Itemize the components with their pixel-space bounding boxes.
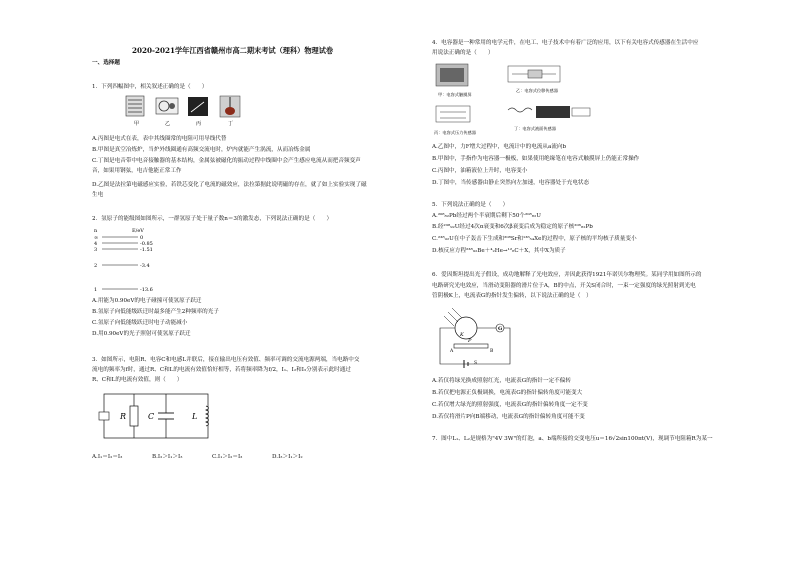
- label-s: S: [474, 361, 478, 366]
- svg-text:4: 4: [94, 241, 98, 247]
- q3-option-d: D.I₃＞I₁＞I₂: [272, 454, 303, 460]
- q3-stem-line2: 流电的频率为f时，通过R、C和L的电流有效值恰好相等，若将频率降为f/2，I₁、I₂和I₃分别表示此时通过: [92, 367, 351, 373]
- fig-label-bing: 丙: [196, 121, 202, 127]
- q5-option-d: D.核反应方程²³⁸₉₂Be＋⁴₂He→¹²₆C＋X，其中X为质子: [432, 248, 566, 254]
- label-b: B: [490, 349, 494, 354]
- phototube-symbol: [455, 317, 477, 339]
- touchscreen-figure: [436, 64, 468, 86]
- svg-text:-3.4: -3.4: [140, 263, 150, 269]
- q6-option-c: C.若仅增大绿光的照射强度，电流表G的指针偏转角度一定不变: [432, 402, 588, 408]
- q6-option-b: B.若仅把电源正负极调换，电流表G的指针偏转角度可能变大: [432, 390, 583, 396]
- caption-pressure: 丙：电容式压力传感器: [434, 130, 476, 135]
- displacement-sensor-figure: [508, 66, 560, 82]
- q1-option-d-line1: D.乙图是法拉第电磁感应实验，若铁芯变化了电流的磁效应，法拉第据此说明磁的存在，就了如上实验实现了磁: [92, 182, 367, 188]
- capacitor-symbol: [158, 413, 174, 419]
- q6-option-d: D.若仅将滑片P向B端移动，电流表G的指针偏转角度可能不变: [432, 414, 585, 420]
- caption-displacement: 乙：电容式位移传感器: [516, 88, 558, 93]
- svg-text:∞: ∞: [94, 235, 99, 241]
- q3-stem-line3: R、C和L的电流有效值，则（ ）: [92, 377, 183, 383]
- q5-stem: 5．下列说法正确的是（ ）: [432, 202, 509, 208]
- q1-stem: 1．下列四幅图中，相关叙述正确的是（ ）: [92, 84, 208, 90]
- q4-option-d: D.丁图中，当传感器由静止突然向左加速，电容器处于充电状态: [432, 180, 590, 186]
- svg-text:3: 3: [94, 247, 98, 253]
- svg-text:-1.51: -1.51: [140, 247, 153, 253]
- q6-stem-line1: 6．爱因斯坦提出光子假设，成功地解释了光电效应，并因此获得1921年诺贝尔物理奖。某同学用如图所示的: [432, 272, 702, 278]
- exam-title: 2020-2021学年江西省赣州市高二期末考试（理科）物理试卷: [132, 46, 334, 55]
- q4-stem-line1: 4．电容器是一种常用的电学元件，在电工、电子技术中有着广泛的应用，以下有关电容式传感器在生活中应: [432, 40, 699, 46]
- section-heading: 一、选择题: [92, 60, 120, 66]
- q4-sensor-figures: [432, 60, 602, 138]
- q2-option-a: A.用能为0.90eV的电子碰撞可使氢原子跃迁: [92, 298, 202, 304]
- q1-option-c-line1: C.丁图是电音带中电音接触器的基本结构，金属弦被磁化的振动过程中线圈中会产生感应电流从而把音频变声: [92, 158, 361, 164]
- q4-stem-line2: 用说法正确的是（ ）: [432, 50, 494, 56]
- caption-touchscreen: 甲：电容式触摸屏: [438, 92, 472, 97]
- resistor-symbol: [130, 406, 138, 426]
- q1-option-d-line2: 生电: [92, 192, 104, 198]
- photoelectric-circuit: [434, 302, 514, 372]
- svg-text:0: 0: [140, 235, 144, 241]
- q2-stem: 2．氢原子的能级图如图所示，一群氢原子处于量子数n＝3的激发态，下列说法正确的是（ ）: [92, 216, 333, 222]
- energy-level-diagram: [92, 226, 172, 294]
- label-l: L: [192, 412, 198, 421]
- meter-figure: [188, 97, 208, 116]
- q4-option-b: B.甲图中，手指作为电容器一极板，如果使用绝缘笔在电容式触摸屏上仍能正常操作: [432, 156, 640, 162]
- furnace-figure: [126, 96, 144, 116]
- q2-option-b: B.氢原子向低能级跃迁时最多能产生2种频率的光子: [92, 309, 219, 315]
- q5-option-b: B.经²³⁸₉₂U经过4次α衰变和6次β衰变后成为稳定的原子核²⁰⁶₈₂Pb: [432, 224, 593, 230]
- q2-option-c: C.氢原子向低能级跃迁时电子动能减小: [92, 320, 188, 326]
- label-c: C: [148, 412, 155, 421]
- label-k: K: [460, 332, 464, 338]
- induction-figure: [156, 98, 178, 114]
- n-header: n: [94, 228, 98, 234]
- svg-text:1: 1: [94, 287, 98, 293]
- label-g: G: [498, 326, 503, 332]
- q3-option-c: C.I₁＞I₂＝I₃: [212, 454, 243, 460]
- caption-level: 丁：电容式液面传感器: [514, 126, 556, 131]
- q5-option-a: A.²⁰⁸₈₂Pb经过两个半衰期后剩下50个²⁰⁸₈₂U: [432, 213, 541, 219]
- level-2: [94, 263, 150, 269]
- pressure-sensor-figure: [436, 106, 470, 122]
- q6-stem-line3: 管阴极K上，电流表G的指针发生偏转，以下说法正确的是（ ）: [432, 293, 592, 299]
- fig-label-ding: 丁: [228, 121, 234, 127]
- q3-option-a: A.I₁＝I₂＝I₃: [92, 454, 123, 460]
- q3-option-b: B.I₂＞I₁＞I₃: [152, 454, 183, 460]
- svg-text:-0.85: -0.85: [140, 241, 153, 247]
- inductor-symbol: [206, 406, 209, 426]
- q6-option-a: A.若仅将绿光换成照射红光，电流表G的指针一定不偏转: [432, 378, 571, 384]
- level-3: [94, 247, 153, 253]
- q3-stem-line1: 3．如图所示，电阻R、电容C和电感L并联后，接在输出电压有效值、频率可调的交流电源两端，当电路中交: [92, 357, 360, 363]
- q7-stem-line1: 7．图中L₁、L₂是规格为"4V 3W"的灯泡，a、b端所接的交变电压u＝16√2sin100πt(V)，现调节电阻箱R为某一: [432, 436, 713, 442]
- q4-option-a: A.乙图中，力F增大过程中，电流计中的电流从a流向b: [432, 144, 567, 150]
- svg-text:2: 2: [94, 263, 98, 269]
- label-a: A: [450, 349, 454, 354]
- q6-stem-line2: 电路研究光电效应，当滑动变阻器的滑片位于A，B的中点，开关S闭合时，一束一定强度的绿光照射到光电: [432, 283, 696, 289]
- level-inf: [94, 235, 143, 241]
- q1-option-a: A.丙图是电式在表，表中其线圈常的电阻可用导线代替: [92, 136, 227, 142]
- rheostat-symbol: [454, 344, 488, 348]
- q2-option-d: D.用0.90eV的光子照射可使氢原子跃迁: [92, 331, 191, 337]
- q4-option-c: C.丙图中，油箱液位上升时，电容变小: [432, 168, 528, 174]
- label-r: R: [120, 412, 127, 421]
- label-p: P: [468, 338, 472, 344]
- fig-label-yi: 乙: [165, 121, 171, 127]
- q1-option-c-line2: 音，如果用钢弦，电吉他能正常工作: [92, 168, 182, 174]
- level-sensor-figure: [508, 106, 590, 118]
- q1-figures: [124, 94, 244, 128]
- guitar-figure: [220, 96, 240, 117]
- e-header: E/eV: [132, 228, 144, 234]
- fig-label-jia: 甲: [134, 121, 140, 127]
- level-1: [94, 287, 153, 293]
- q1-option-b: B.甲图是真空冶炼炉，当炉外线圈通有高频交流电时，炉内就能产生涡流，从而冶炼金属: [92, 147, 311, 153]
- q5-option-c: C.²³⁸₉₂U在中子轰击下生成和²⁰⁸Sr和¹³⁶₅₄Xe的过程中，原子核的平均核子质量变小: [432, 236, 637, 242]
- rcl-circuit: [98, 388, 218, 446]
- svg-text:-13.6: -13.6: [140, 287, 153, 293]
